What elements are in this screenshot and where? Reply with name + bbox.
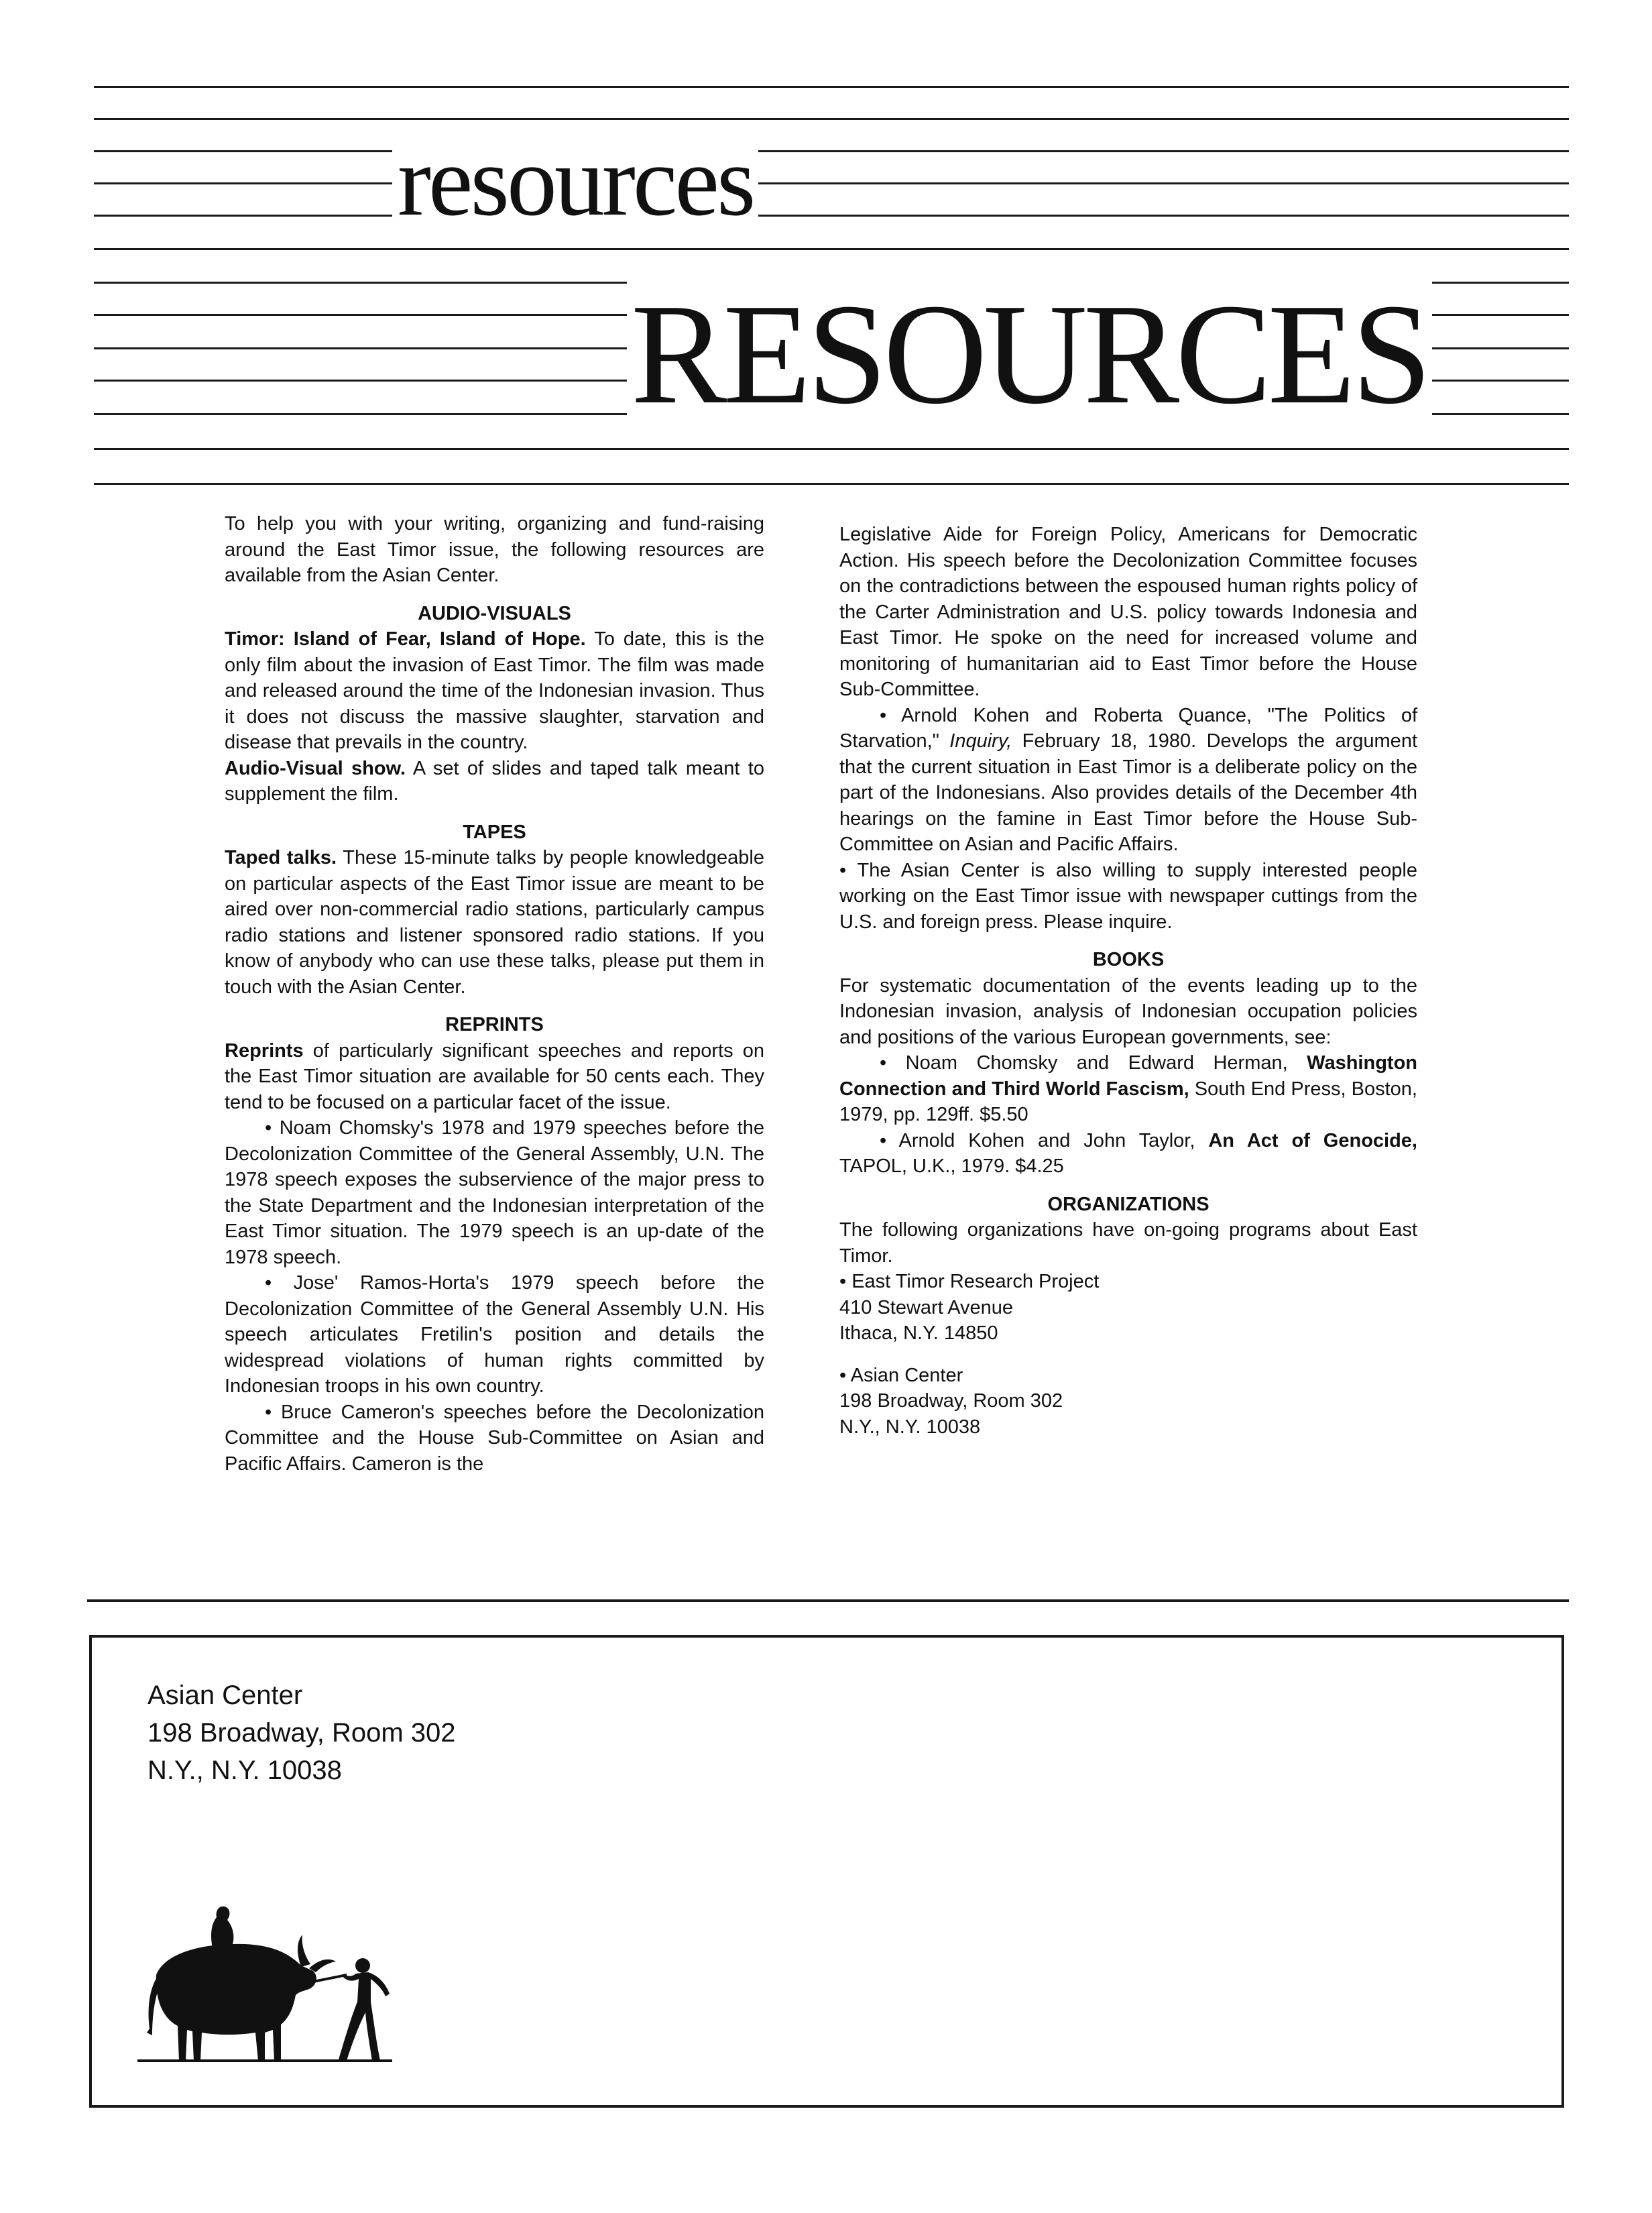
tapes-entry bbox=[225, 845, 764, 1000]
book2-title: An Act of Genocide, bbox=[1208, 1129, 1417, 1151]
org-line: 198 Broadway, Room 302 bbox=[839, 1390, 1063, 1412]
book-item-chomsky-herman bbox=[839, 1050, 1417, 1128]
book2-authors: • Arnold Kohen and John Taylor, bbox=[880, 1129, 1195, 1151]
reprints-lead bbox=[225, 1038, 764, 1116]
book1-title: Washington Connection and Third World Fascism, bbox=[839, 1052, 1417, 1100]
reprints-lead-bold: Reprints bbox=[225, 1039, 304, 1062]
org-line: Ithaca, N.Y. 14850 bbox=[839, 1322, 998, 1344]
book1-authors: • Noam Chomsky and Edward Herman, bbox=[880, 1052, 1288, 1074]
organizations-intro: The following organizations have on-going programs about East Timor. bbox=[839, 1219, 1417, 1267]
book-item-kohen-taylor bbox=[839, 1128, 1417, 1180]
book1-publisher: South End Press, Boston, 1979, pp. 129ff. $5.50 bbox=[839, 1078, 1417, 1125]
reprint-item-kohen bbox=[839, 703, 1417, 858]
film-text: To date, this is the only film about the invasion of East Timor. The film was made and released around the time of the Indonesian invasion. Thus it does not discuss the massive slaughter, starvation and disease that prevails in the country. bbox=[225, 628, 764, 753]
section-heading-organizations: ORGANIZATIONS bbox=[1047, 1193, 1210, 1215]
title-uppercase: RESOURCES bbox=[627, 282, 1432, 426]
reprint-item-cuttings: • The Asian Center is also willing to supply interested people working on the East Timor issue with newspaper cuttings from the U.S. and foreign press. Please inquire. bbox=[839, 859, 1417, 933]
kohen-text-post: February 18, 1980. Develops the argument that the current situation in East Timor is a deliberate policy on the part of the Indonesians. Also provides details of the December 4th hearings on the famine in East Timor before the House Sub-Committee on Asian and Pacific Affairs. bbox=[839, 730, 1418, 855]
tapes-title: Taped talks. bbox=[225, 847, 337, 868]
mailing-address bbox=[148, 1677, 456, 1789]
reprint-item-cameron-continued: Legislative Aide for Foreign Policy, Americans for Democratic Action. His speech before the Decolonization Committee focuses on the contradictions between the espoused human rights policy of the Carter Administration and U.S. policy towards Indonesia and East Timor. He spoke on the need for increased volume and monitoring of humanitarian aid to East Timor before the House Sub-Committee. bbox=[839, 524, 1417, 700]
org-line: 410 Stewart Avenue bbox=[839, 1296, 1014, 1318]
address-line: Asian Center bbox=[148, 1681, 303, 1710]
org-line: • East Timor Research Project bbox=[839, 1271, 1100, 1292]
film-entry bbox=[225, 626, 764, 756]
header-rule bbox=[94, 483, 1569, 485]
org-line: • Asian Center bbox=[839, 1364, 963, 1386]
water-buffalo-logo-icon bbox=[137, 1901, 399, 2065]
slideshow-entry bbox=[225, 756, 764, 807]
org-east-timor-research-project bbox=[839, 1269, 1417, 1347]
slideshow-title: Audio-Visual show. bbox=[225, 757, 406, 779]
header-rule bbox=[94, 86, 1569, 88]
header-rule bbox=[94, 118, 1569, 120]
book2-publisher: TAPOL, U.K., 1979. $4.25 bbox=[839, 1155, 1064, 1177]
header-rule bbox=[94, 248, 1569, 250]
film-title: Timor: Island of Fear, Island of Hope. bbox=[225, 628, 586, 650]
org-line: N.Y., N.Y. 10038 bbox=[839, 1416, 981, 1438]
books-intro: For systematic documentation of the events leading up to the Indonesian invasion, analysis of Indonesian occupation policies and positions of the various European governments, see: bbox=[839, 974, 1417, 1048]
reprint-item-cameron: • Bruce Cameron's speeches before the Decolonization Committee and the House Sub-Committee on Asian and Pacific Affairs. Cameron is the bbox=[225, 1401, 764, 1475]
right-column bbox=[839, 522, 1417, 1440]
section-heading-tapes: TAPES bbox=[463, 821, 526, 843]
org-asian-center bbox=[839, 1363, 1417, 1440]
header-rule bbox=[94, 215, 1569, 217]
left-column bbox=[225, 511, 764, 1477]
reprint-item-chomsky: • Noam Chomsky's 1978 and 1979 speeches before the Decolonization Committee of the General Assembly, U.N. The 1978 speech exposes the subservience of the major press to the State Department and the Indonesian interpretation of the East Timor situation. The 1979 speech is an up-date of the 1978 speech. bbox=[225, 1117, 764, 1268]
title-lowercase: resources bbox=[392, 131, 758, 231]
reprints-lead-text: of particularly significant speeches and reports on the East Timor situation are available for 50 cents each. They tend to be focused on a particular facet of the issue. bbox=[225, 1039, 764, 1113]
reprint-item-ramos-horta: • Jose' Ramos-Horta's 1979 speech before the Decolonization Committee of the General Assembly U.N. His speech articulates Fretilin's position and details the widespread violations of human rights committed by Indonesian troops in his own country. bbox=[225, 1272, 764, 1397]
address-line: N.Y., N.Y. 10038 bbox=[148, 1756, 342, 1785]
header-rule bbox=[94, 182, 1569, 184]
address-line: 198 Broadway, Room 302 bbox=[148, 1718, 456, 1748]
intro-paragraph: To help you with your writing, organizing and fund-raising around the East Timor issue, the following resources are available from the Asian Center. bbox=[225, 513, 764, 586]
header-rule bbox=[94, 150, 1569, 152]
section-heading-audio-visuals: AUDIO-VISUALS bbox=[418, 602, 571, 624]
slideshow-text: A set of slides and taped talk meant to supplement the film. bbox=[225, 757, 764, 805]
bottom-rule bbox=[87, 1599, 1569, 1602]
section-heading-reprints: REPRINTS bbox=[445, 1014, 544, 1035]
kohen-text-pre: • Arnold Kohen and Roberta Quance, "The Politics of Starvation," bbox=[839, 704, 1417, 752]
tapes-text: These 15-minute talks by people knowledgeable on particular aspects of the East Timor issue are meant to be aired over non-commercial radio stations, particularly campus radio stations and listener sponsored radio stations. If you know of anybody who can use these talks, please put them in touch with the Asian Center. bbox=[225, 847, 764, 998]
header-rule bbox=[94, 448, 1569, 450]
section-heading-books: BOOKS bbox=[1092, 949, 1165, 970]
kohen-publication: Inquiry, bbox=[949, 730, 1012, 752]
